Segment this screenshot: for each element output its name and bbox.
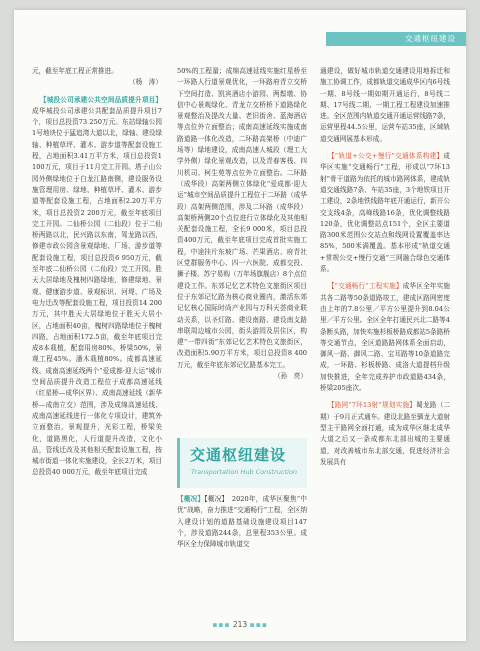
column-1 bbox=[32, 66, 162, 479]
column-2 bbox=[177, 66, 307, 382]
page-number: 213 bbox=[232, 620, 248, 629]
section-heading-block bbox=[177, 438, 307, 488]
header-label: 交通枢纽建设 bbox=[405, 34, 456, 43]
col1-end-text: 元，截至年底工程正常推进。 bbox=[32, 67, 118, 75]
overview-body: 【概况】 2020年，成华区聚焦“中优”战略，奋力推进“交通畅行”工程，全区纳入建设计划的道路基础设施建设项目147个，涉及道路244条，总里程353公里。成华区全力保障城市轨道交 bbox=[177, 495, 307, 549]
col3-section-1 bbox=[320, 151, 450, 275]
col2-author: （孙 亮） bbox=[274, 372, 307, 381]
col1-paragraph bbox=[32, 95, 162, 479]
section-title: 交通枢纽建设 bbox=[190, 446, 287, 464]
page bbox=[14, 10, 466, 641]
col3-section-3-title: 【路网“7环13射”规划实施】 bbox=[327, 401, 417, 410]
overview-paragraph bbox=[177, 494, 307, 550]
section-subtitle: Transportation Hub Construction bbox=[191, 468, 298, 476]
col3-section-3 bbox=[320, 400, 450, 468]
col1-section-title: 【城投公司承建公共空间品质提升项目】 bbox=[39, 95, 162, 104]
footer-ornament-left: ▪▪▪ bbox=[212, 620, 231, 629]
col3-section-2 bbox=[320, 281, 450, 394]
page-footer bbox=[14, 620, 466, 629]
col3-section-2-title: 【“交通畅行”工程实施】 bbox=[327, 282, 403, 291]
col1-author: （杨 涛） bbox=[129, 78, 162, 87]
header-band bbox=[326, 32, 466, 46]
col3-section-1-body: 成华区实施“交通畅行”工程，形成以“7环13射”骨干道路为依托的城市路网体系，建成轨道交通线路7条、车站35座，3个地铁项目开工建设，2条地铁线路年底开通运行，新开公交支线4条，高峰线路16条，优化调整线路120条，优化调整站点151个，全区主要道路300米范围公交站点和线网设置覆盖率达85%，500米满覆盖。基本形成“轨道交通+常规公交+慢行交通”三网融合绿色交通体系。 bbox=[320, 152, 450, 274]
col3-intro: 通建设，做好城市轨道交通建设用地拆迁和施工协调工作，成都轨道交通成华区内6号线一期、8号线一期如期开通运行，8号线二期、17号线二期、一期工程工程建设加速推进。全区范围内轨道交通开通运营线路7条，运营里程44.5公里，运营车站35座，区域轨道交通网展基本形成。 bbox=[320, 67, 450, 143]
col3-section-1-title: 【“轨道+公交+慢行”交通体系构建】 bbox=[327, 152, 444, 161]
col3-section-3-body: 蜀龙路（二期）于9月正式通车。建设北路至驷龙大道射型主干路网全面打通，成为成华区继北成华大道之后又一条成都东北部出城的主要通道，对改善城市东北部交通，促进经济社会发展具有 bbox=[320, 401, 451, 466]
column-3 bbox=[320, 66, 450, 468]
overview-tag: 【概况】 bbox=[177, 495, 205, 503]
footer-ornament-right: ▪▪▪ bbox=[249, 620, 268, 629]
col3-section-2-body: 成华区全年实施共各二路等50条道路竣工，建成区路网密度由上年的7.8公里／平方公里提升到8.04公里／平方公里。全区全年打通民兴北二路等4条断头路，加快实施杉板桥路成都站5条路桥等交通节点，全区道路路网体系全面启动，御风一路、御风二路、宝耳路等10条道路完成，一环路、杉板桥路、成洛大道提档升级加快推进，全年完成养护市政道路434条，桥梁205座次。 bbox=[320, 282, 451, 393]
col1-section-body: 成华城投公司承建公共配套品质提升项目7个，项目总投资73 250万元。东站绿轴公园1号地块位于猛追湾大道以北，绿轴、建设绿轴、种植草坪、灌木、游步道等配套设施工程，占地面积3.41万平方米，项目总投资1 100万元，项目于11月完工开园。塔子山公园外侧绿地位于白龙江路南侧，建设服务设施管理用房、绿地、种植草坪、灌木、游步道等配套设施工程，占地面积2.20万平方米，项目总投资2 200万元，截至年底项目完工开园。二仙桥公园（二仙段）位于二仙桥两路以北，民兴路以东南，驾龙路以西，修建市政公园含景观绿地、厂场、游步道等配套设施工程，项目总投资6 950万元，截至年底二仙桥公园（二仙段）完工开园。胜天大居绿地及槐树四路绿地，修建绿地、景观、健康游步道、景观标识、河堤、广场及电力迁改等配套设施工程，项目投资14 200万元，其中胜天大居绿地位于胜天大居小区，占地面积40亩，槐树四路绿地位于槐树四路，占地面积172.5亩，截至年底项目完成8本栽植，配套用房80%，桥梁50%，景观工程45%。潘木栽植80%。成都高速延线、成南高速延线两个“爱成都·迎大运”城市空间品质提升改造工程位于成都高速延线（红星桥—成华区界）、成南高速延线（新华桥—成南立交）范围，涉及成绵高速延线、成南高速延线进行一体化专项设计，建筑外立面整治，景观提升，光彩工程，桥梁美化，道路黑化，人行道提升改造，文化小品，管线迁改及其他相关配套设施工程，按城市街道一体化实施建设，全长2万米，项目总投资40 000万元，截至年底项目完成 bbox=[32, 106, 162, 477]
col2-body: 50%的工程量；成绵高速延线实施红星桥至一环路人行道景观优化，一环路府青立交桥下空间打造、凯宾酒店小游园、两鬃墩、协信中心景观绿化、青龙立交桥桥下道路绿化景观整治及提改大量、老旧街舍、蓝海酒店等点位外立面整治；成南高速延线实施成南路道路一体化改造，二环路高架桥（中迪广场等）绿地建设，成南高速人城段（理工大学外侧）绿化景观改造，以及青春客栈、四川机司、柯生苑等点位外立面整治。二环路（成华段）高架两侧立体绿化“爱成都·迎大运”城市空间品质提升工程位于二环路（成华段）高架两侧范围，涉及二环路（成华段）高架桥两侧20个点位进行立体绿化及其他相关配套设施工程，全长9 000米，项目总投资400万元，截至年底项目完成首批实施工程，中途挂片东坡广场、芒果酒店、府青社区党群服务中心、四一六医院、成都交投、狮子楼、苏宁易购（万年场旗舰店）8个点位建设工作。东郊记忆艺术特色文旅街区项目位于东郊记忆路为核心商业圈内，激活东郊记忆核心国际时尚产业园与万科天荟商业联动关系，以圣灯路、建设南路、建设南支路串联周边城市公园，街头游园及居住区，构建“一带四街”东郊记忆艺术特色文旅街区，改造面积5.90万平方米，项目总投资8 400万元，截至年底东郊记忆路基本完工。 bbox=[177, 67, 307, 369]
